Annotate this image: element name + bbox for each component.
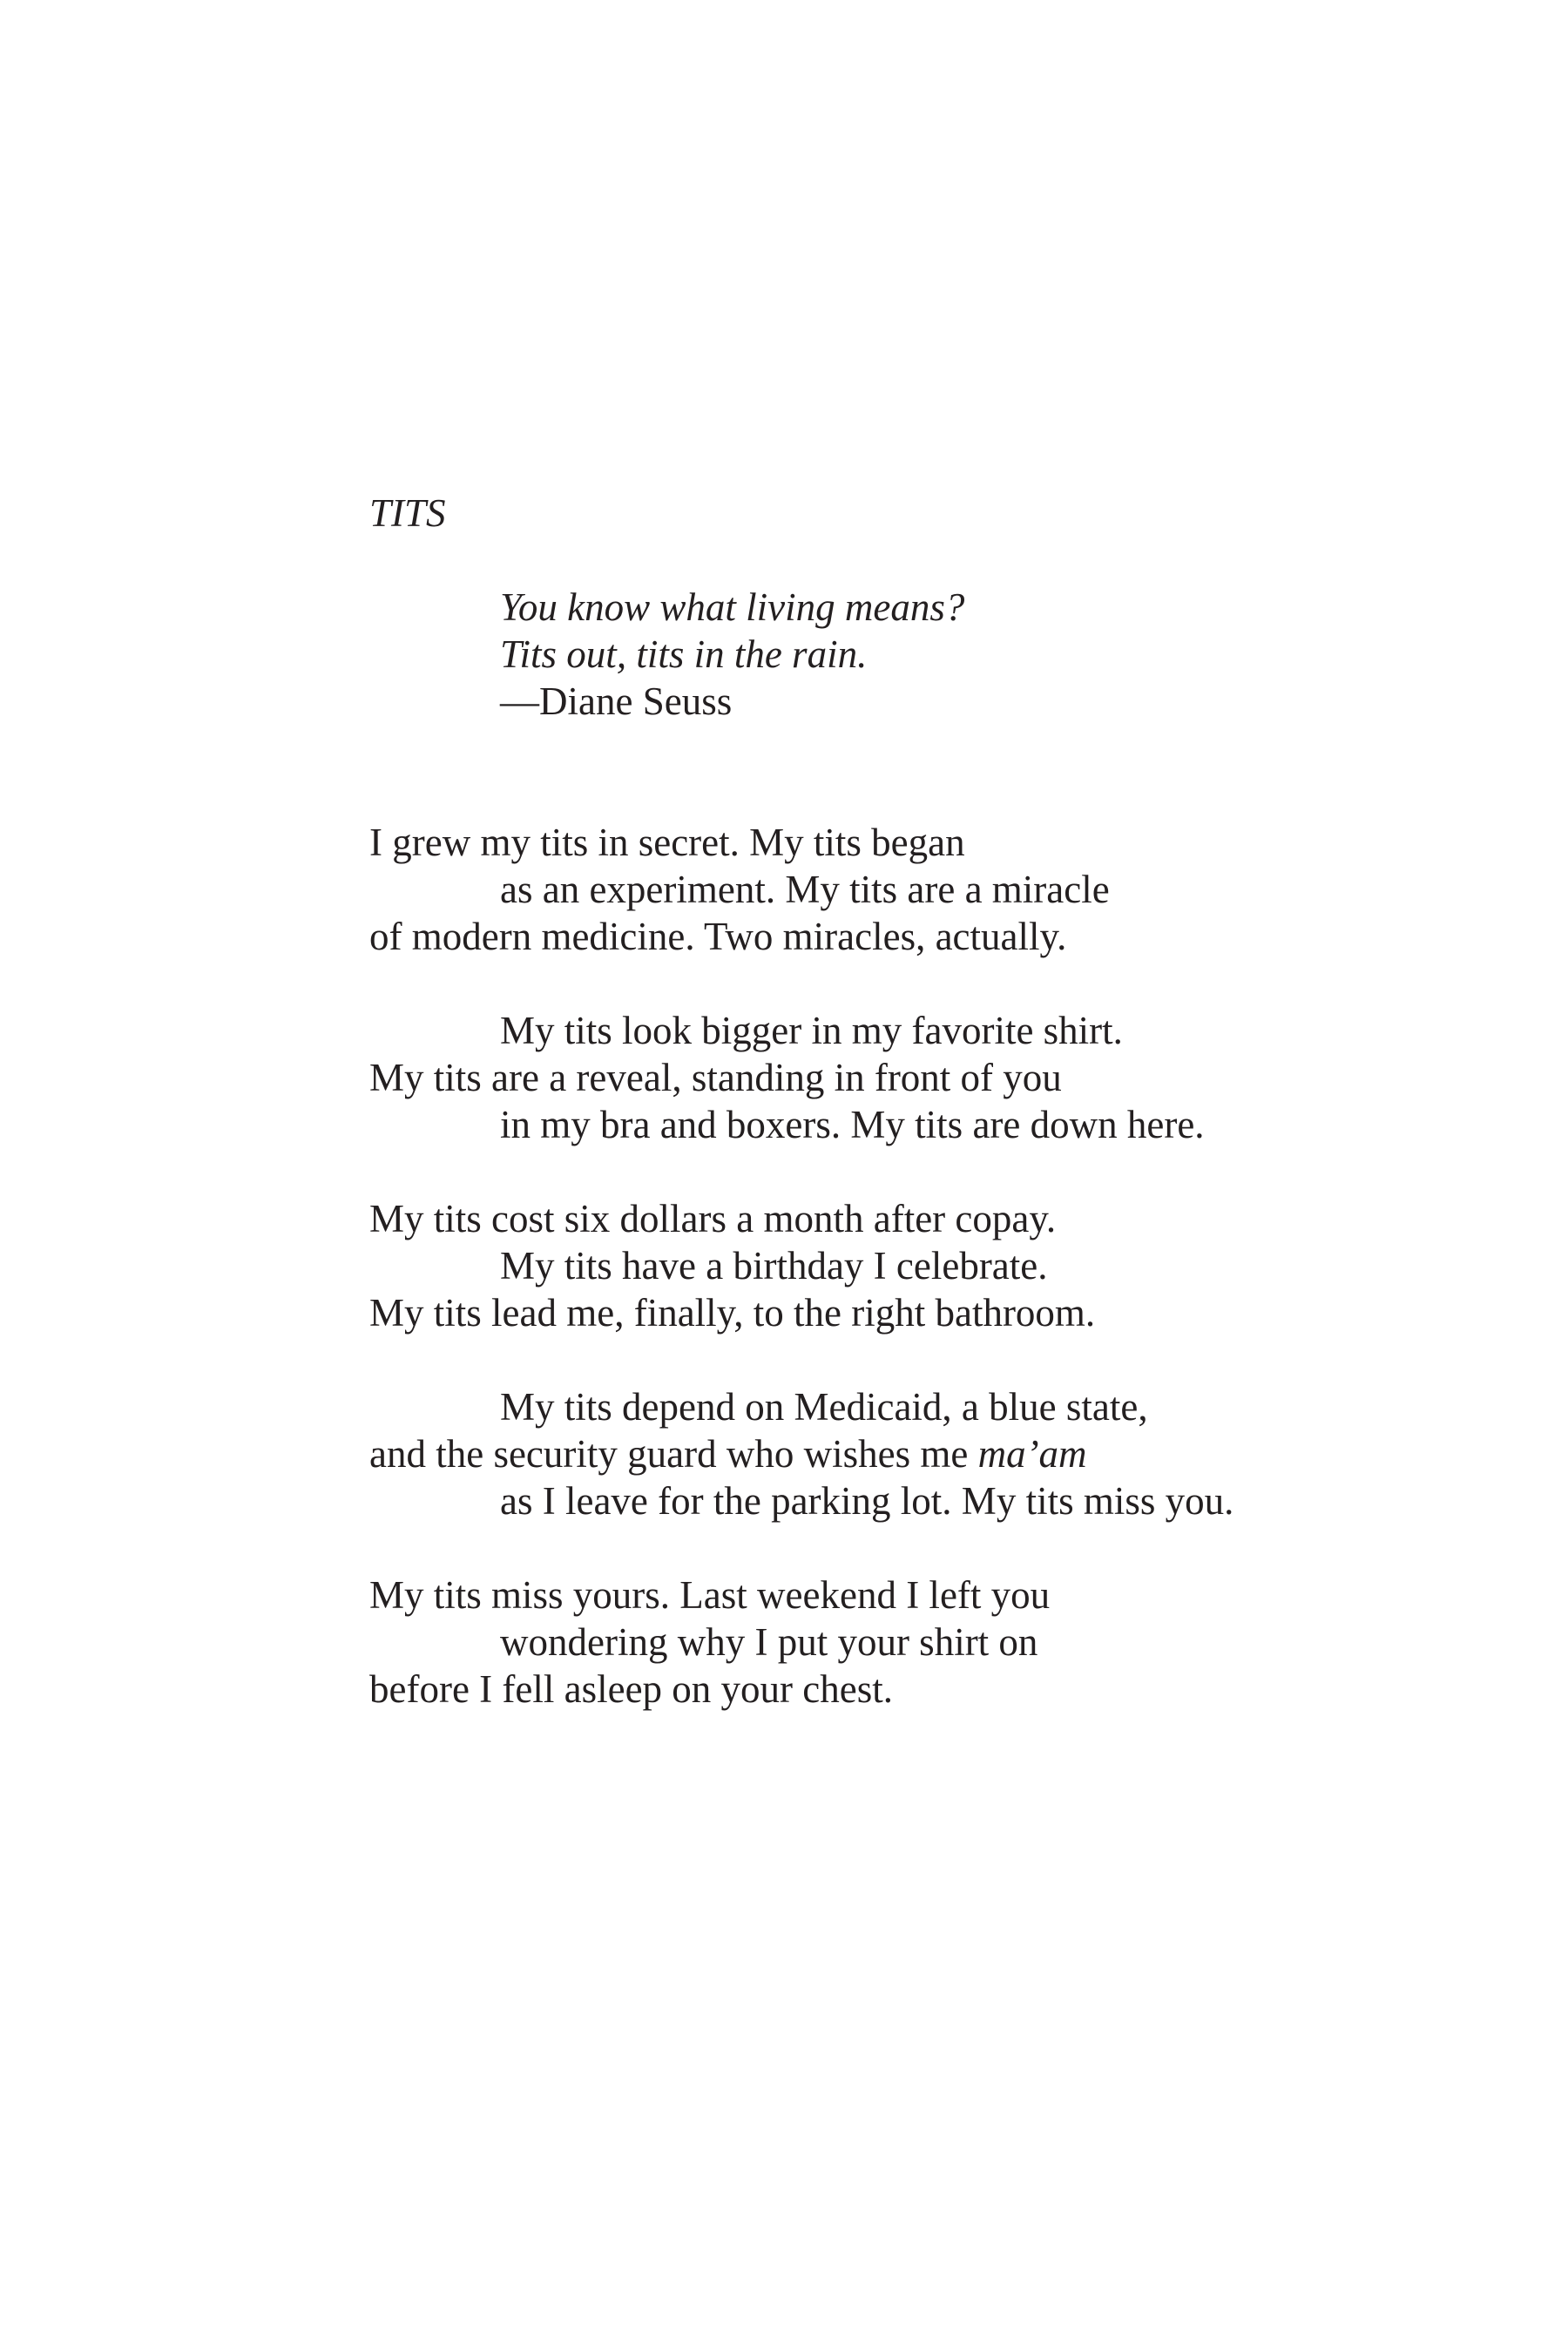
poem-line: of modern medicine. Two miracles, actually. (369, 915, 1067, 958)
poem-line: My tits have a birthday I celebrate. (500, 1244, 1048, 1288)
poem-line: before I fell asleep on your chest. (369, 1667, 893, 1711)
stanza-5 (369, 1571, 1328, 1713)
stanza-1 (369, 819, 1328, 960)
poem-line (369, 1430, 1328, 1477)
poem-line: as I leave for the parking lot. My tits miss you. (500, 1479, 1234, 1523)
emphasized-word: ma’am (977, 1432, 1087, 1476)
poem-line: My tits look bigger in my favorite shirt. (500, 1009, 1123, 1052)
poem-body (369, 819, 1328, 1760)
epigraph-line: Tits out, tits in the rain. (500, 632, 868, 676)
poem-line-text: and the security guard who wishes me (369, 1432, 969, 1476)
stanza-4 (369, 1383, 1328, 1524)
stanza-3 (369, 1195, 1328, 1336)
poem-line: My tits miss yours. Last weekend I left you (369, 1573, 1051, 1617)
poem-line: in my bra and boxers. My tits are down here. (500, 1103, 1205, 1146)
poem-line: as an experiment. My tits are a miracle (500, 868, 1110, 911)
poem-line: My tits cost six dollars a month after copay. (369, 1197, 1057, 1240)
epigraph (500, 584, 964, 725)
epigraph-line: You know what living means? (500, 585, 965, 629)
poem-line: My tits are a reveal, standing in front of you (369, 1056, 1062, 1099)
stanza-2 (369, 1007, 1328, 1148)
poem-line: My tits lead me, finally, to the right bathroom. (369, 1291, 1096, 1335)
epigraph-attribution: —Diane Seuss (500, 679, 733, 723)
poem-line: wondering why I put your shirt on (500, 1620, 1038, 1664)
poem-line: I grew my tits in secret. My tits began (369, 821, 965, 864)
poem-title: TITS (369, 491, 446, 535)
poem-line: My tits depend on Medicaid, a blue state, (500, 1385, 1148, 1429)
